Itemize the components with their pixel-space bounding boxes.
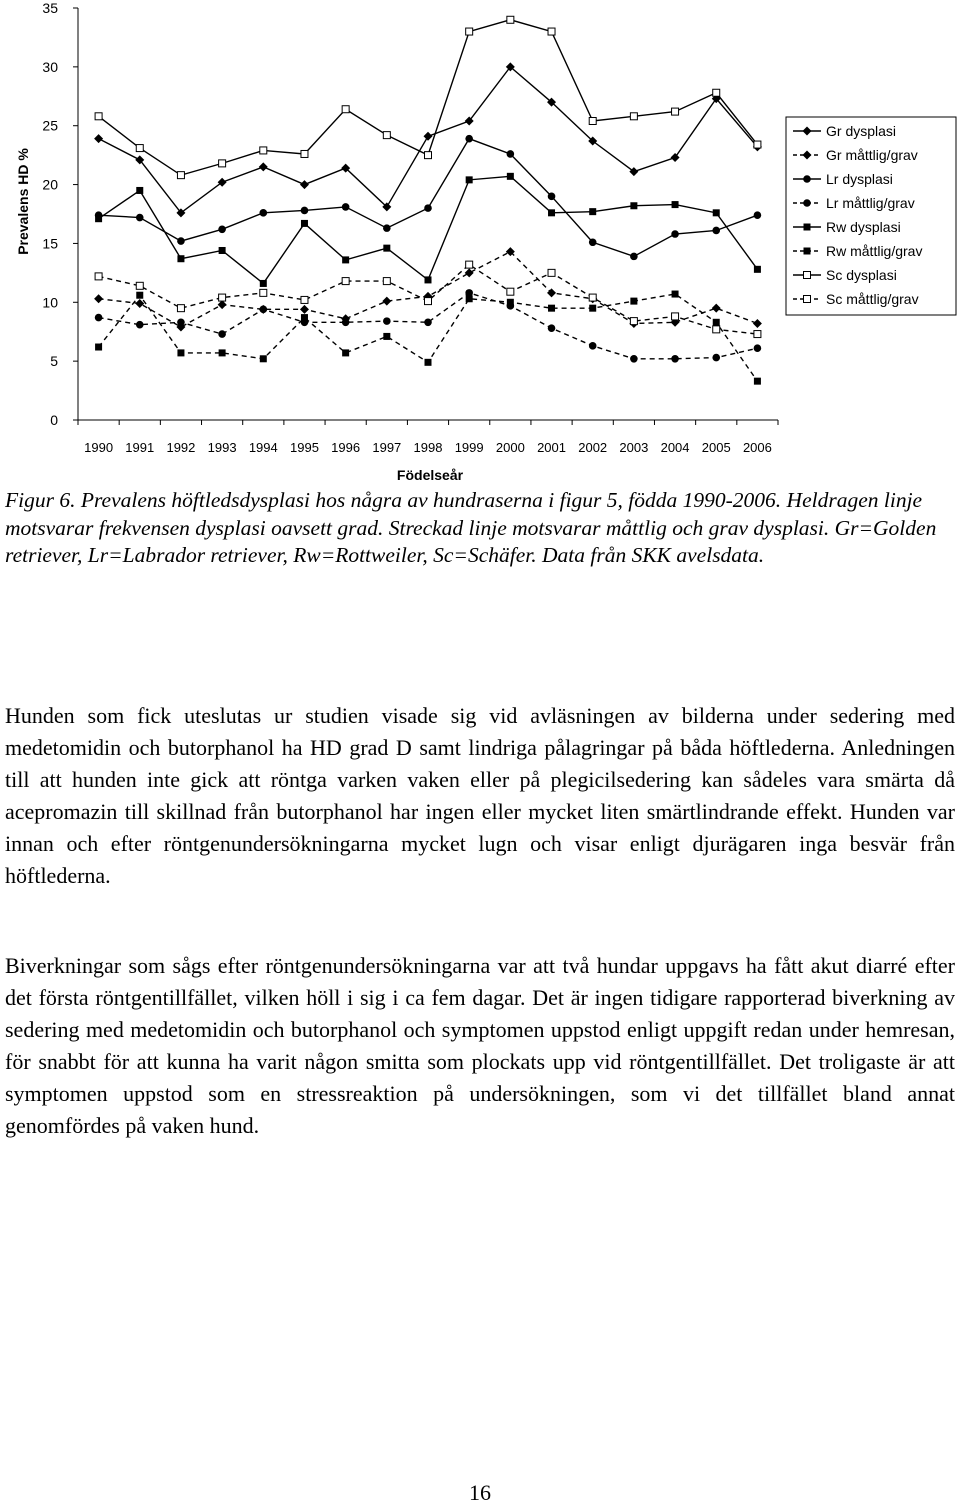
data-point: [548, 209, 555, 216]
data-point: [548, 269, 555, 276]
legend-marker: [803, 175, 811, 183]
data-point: [342, 203, 350, 211]
x-tick-label: 1993: [207, 440, 237, 455]
chart-legend: [786, 117, 956, 315]
data-point: [424, 132, 433, 141]
data-point: [136, 214, 144, 222]
data-point: [260, 280, 267, 287]
data-point: [136, 321, 144, 329]
legend-marker: [804, 272, 811, 279]
data-point: [630, 113, 637, 120]
data-point: [630, 298, 637, 305]
data-point: [301, 314, 308, 321]
series-line: [99, 294, 758, 381]
data-point: [589, 118, 596, 125]
data-point: [466, 176, 473, 183]
y-tick-label: 15: [42, 235, 58, 252]
data-point: [342, 278, 349, 285]
data-point: [342, 256, 349, 263]
legend-label: Rw dysplasi: [826, 219, 901, 235]
x-tick-label: 2001: [537, 440, 566, 455]
data-point: [753, 319, 762, 328]
data-point: [218, 226, 226, 234]
data-point: [342, 349, 349, 356]
legend-label: Gr måttlig/grav: [826, 147, 918, 163]
data-point: [466, 261, 473, 268]
series-8: [95, 261, 761, 337]
y-axis-label: Prevalens HD %: [15, 148, 31, 255]
data-point: [259, 162, 268, 171]
data-point: [219, 349, 226, 356]
x-tick-label: 2004: [660, 440, 690, 455]
figure-label: Figur 6.: [5, 488, 76, 512]
data-point: [259, 209, 267, 217]
data-point: [177, 305, 184, 312]
series-1: [94, 62, 762, 217]
body-paragraph-2: Biverkningar som sågs efter röntgenundersökningarna var att två hundar uppgavs ha fått akut diarré efter det första röntgentillfället, vilken höll i sig i ca fem dagar. Det är ingen tidigare rapporterad biverkning av sedering med medetomidin och butorphanol och symptomen uppstod enligt uppgift redan under hemresan, för snabbt för att kunna ha varit någon smitta som plockats upp vid röntgentillfället. Det troligaste är att symptomen uppstod som en stressreaktion på undersökningen, som vi det tillfället bland annat genomfördes på vaken hund.: [5, 953, 955, 1138]
legend-marker: [804, 248, 811, 255]
y-axis: [15, 0, 78, 428]
x-tick-label: 1991: [125, 440, 155, 455]
series-5: [95, 173, 761, 287]
data-point: [424, 318, 432, 326]
data-point: [95, 314, 103, 322]
figure-caption-text: Prevalens höftledsdysplasi hos några av hundraserna i figur 5, födda 1990-2006. Heldragen linje motsvarar frekvensen dysplasi oavsett grad. Streckad linje motsvarar måttlig och grav dysplasi. Gr=Golden retriever, Lr=Labrador retriever, Rw=Rottweiler, Sc=Schäfer. Data från SKK avelsdata.: [5, 488, 937, 567]
data-point: [259, 306, 267, 314]
data-point: [425, 276, 432, 283]
data-point: [219, 247, 226, 254]
data-point: [672, 201, 679, 208]
data-point: [301, 296, 308, 303]
data-point: [672, 291, 679, 298]
data-point: [589, 208, 596, 215]
data-point: [219, 160, 226, 167]
y-tick-label: 5: [50, 353, 58, 370]
data-point: [754, 378, 761, 385]
series-line: [99, 176, 758, 283]
x-tick-label: 1997: [372, 440, 402, 455]
y-tick-label: 20: [42, 176, 58, 193]
legend-label: Lr måttlig/grav: [826, 195, 915, 211]
data-point: [754, 141, 761, 148]
data-point: [754, 344, 762, 352]
data-point: [301, 220, 308, 227]
hd-prevalence-chart: [0, 0, 960, 485]
data-point: [300, 305, 309, 314]
data-point: [260, 147, 267, 154]
data-point: [507, 150, 515, 158]
body-paragraph-1: Hunden som fick uteslutas ur studien visade sig vid avläsningen av bilderna under sedering med medetomidin och butorphanol ha HD grad D samt lindriga pålagringar på båda höftlederna. Anledningen till att hunden inte gick att röntga varken vaken eller på plegicilsedering kan sådeles vara smärta då acepromazin till skillnad från butorphanol har ingen eller mycket liten smärtlindrande effekt. Hunden var innan och efter röntgenundersökningarna mycket lugn och visar enligt djurägaren inga besvär från höftlederna.: [5, 703, 955, 888]
y-tick-label: 25: [42, 117, 58, 134]
data-point: [383, 333, 390, 340]
x-tick-label: 1990: [84, 440, 114, 455]
x-tick-label: 2002: [578, 440, 608, 455]
data-point: [630, 253, 638, 261]
data-point: [548, 305, 555, 312]
data-point: [547, 288, 556, 297]
data-point: [94, 294, 103, 303]
data-point: [425, 152, 432, 159]
data-point: [507, 173, 514, 180]
x-tick-label: 1998: [413, 440, 443, 455]
figure-caption: [5, 487, 945, 570]
data-point: [507, 16, 514, 23]
data-point: [548, 324, 556, 332]
data-point: [260, 355, 267, 362]
x-tick-label: 2003: [619, 440, 649, 455]
data-point: [589, 305, 596, 312]
data-point: [383, 132, 390, 139]
data-point: [671, 355, 679, 363]
data-point: [95, 113, 102, 120]
data-point: [177, 255, 184, 262]
data-point: [260, 289, 267, 296]
data-point: [589, 342, 597, 350]
data-point: [177, 237, 185, 245]
data-point: [425, 359, 432, 366]
data-point: [383, 278, 390, 285]
data-point: [548, 193, 556, 201]
y-tick-label: 10: [42, 294, 58, 311]
data-point: [300, 180, 309, 189]
data-point: [754, 331, 761, 338]
data-point: [630, 318, 637, 325]
legend-label: Sc måttlig/grav: [826, 291, 919, 307]
data-point: [383, 224, 391, 232]
data-point: [218, 330, 226, 338]
legend-label: Lr dysplasi: [826, 171, 893, 187]
data-point: [136, 145, 143, 152]
data-point: [177, 172, 184, 179]
data-point: [630, 355, 638, 363]
y-tick-label: 35: [42, 0, 58, 16]
data-point: [342, 106, 349, 113]
data-point: [713, 89, 720, 96]
x-tick-label: 2000: [495, 440, 525, 455]
legend-label: Gr dysplasi: [826, 123, 897, 139]
legend-marker: [804, 296, 811, 303]
data-point: [465, 135, 473, 143]
x-tick-label: 1994: [248, 440, 278, 455]
data-point: [466, 28, 473, 35]
series-line: [99, 252, 758, 327]
data-point: [425, 298, 432, 305]
data-point: [713, 209, 720, 216]
data-point: [466, 295, 473, 302]
data-point: [94, 134, 103, 143]
x-tick-label: 1995: [290, 440, 319, 455]
x-tick-label: 1996: [331, 440, 361, 455]
data-point: [712, 227, 720, 235]
x-tick-label: 2006: [742, 440, 772, 455]
y-tick-label: 30: [42, 58, 58, 75]
data-point: [136, 187, 143, 194]
x-tick-label: 2005: [701, 440, 731, 455]
data-point: [136, 282, 143, 289]
data-point: [177, 318, 185, 326]
legend-marker: [804, 224, 811, 231]
data-point: [713, 326, 720, 333]
data-point: [672, 313, 679, 320]
data-point: [383, 317, 391, 325]
data-point: [301, 150, 308, 157]
data-point: [465, 268, 474, 277]
data-point: [754, 211, 762, 219]
data-point: [672, 108, 679, 115]
data-point: [589, 238, 597, 246]
data-point: [383, 245, 390, 252]
data-point: [301, 207, 309, 215]
data-point: [507, 288, 514, 295]
data-point: [136, 292, 143, 299]
legend-label: Sc dysplasi: [826, 267, 897, 283]
data-point: [671, 153, 680, 162]
data-point: [382, 297, 391, 306]
legend-label: Rw måttlig/grav: [826, 243, 923, 259]
data-point: [219, 294, 226, 301]
page-number: 16: [469, 1480, 491, 1505]
data-point: [754, 266, 761, 273]
data-point: [95, 273, 102, 280]
data-point: [424, 204, 432, 212]
data-point: [589, 294, 596, 301]
data-point: [548, 28, 555, 35]
data-point: [712, 304, 721, 313]
x-axis-label: Födelseår: [396, 467, 464, 483]
legend-marker: [803, 199, 811, 207]
x-tick-label: 1992: [166, 440, 196, 455]
y-tick-label: 0: [50, 412, 58, 428]
data-point: [95, 344, 102, 351]
x-axis: [78, 420, 778, 483]
chart-series: [94, 16, 762, 384]
data-point: [177, 349, 184, 356]
data-point: [507, 299, 514, 306]
series-7: [95, 16, 761, 178]
data-point: [713, 319, 720, 326]
data-point: [342, 318, 350, 326]
data-point: [671, 230, 679, 238]
data-point: [712, 354, 720, 362]
x-tick-label: 1999: [454, 440, 484, 455]
data-point: [630, 202, 637, 209]
data-point: [95, 215, 102, 222]
